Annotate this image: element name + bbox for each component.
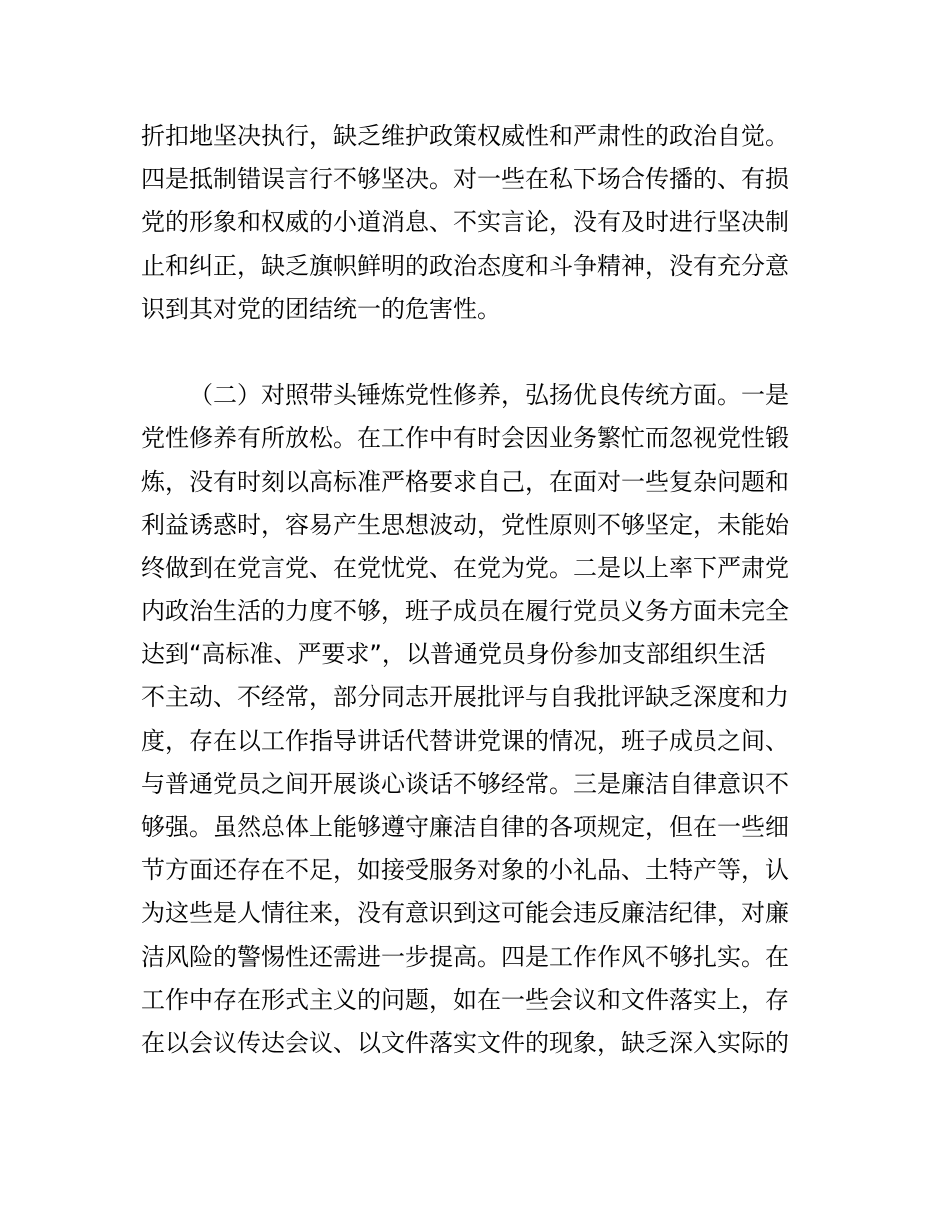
body-text bbox=[141, 115, 821, 1065]
text-line: 达到“高标准、严要求”，以普通党员身份参加支部组织生活 bbox=[141, 640, 766, 669]
text-line: 内政治生活的力度不够，班子成员在履行党员义务方面未完全 bbox=[141, 597, 789, 626]
text-line: 四是抵制错误言行不够坚决。对一些在私下场合传播的、有损 bbox=[141, 165, 789, 194]
text-line: 党的形象和权威的小道消息、不实言论，没有及时进行坚决制 bbox=[141, 208, 789, 237]
text-line: 利益诱惑时，容易产生思想波动，党性原则不够坚定，未能始 bbox=[141, 510, 789, 539]
text-line: 折扣地坚决执行，缺乏维护政策权威性和严肃性的政治自觉。 bbox=[141, 122, 789, 150]
text-line: 在以会议传达会议、以文件落实文件的现象，缺乏深入实际的 bbox=[141, 1028, 789, 1057]
text-line: 识到其对党的团结统一的危害性。 bbox=[141, 294, 501, 323]
text-line: 止和纠正，缺乏旗帜鲜明的政治态度和斗争精神，没有充分意 bbox=[141, 251, 789, 280]
text-line: 终做到在党言党、在党忧党、在党为党。二是以上率下严肃党 bbox=[141, 553, 789, 582]
text-line: 炼，没有时刻以高标准严格要求自己，在面对一些复杂问题和 bbox=[141, 467, 789, 496]
text-line: 够强。虽然总体上能够遵守廉洁自律的各项规定，但在一些细 bbox=[141, 813, 789, 841]
text-line: 与普通党员之间开展谈心谈话不够经常。三是廉洁自律意识不 bbox=[141, 769, 789, 798]
text-line: 为这些是人情往来，没有意识到这可能会违反廉洁纪律，对廉 bbox=[141, 899, 789, 928]
text-line: 度，存在以工作指导讲话代替讲党课的情况，班子成员之间、 bbox=[141, 726, 789, 755]
paragraph-gap bbox=[141, 331, 821, 374]
text-line: 工作中存在形式主义的问题，如在一些会议和文件落实上，存 bbox=[141, 985, 789, 1014]
text-line: 党性修养有所放松。在工作中有时会因业务繁忙而忽视党性锻 bbox=[141, 424, 789, 453]
text-line: （二）对照带头锤炼党性修养，弘扬优良传统方面。一是 bbox=[189, 381, 789, 410]
text-line: 洁风险的警惕性还需进一步提高。四是工作作风不够扎实。在 bbox=[141, 942, 789, 971]
text-line: 节方面还存在不足，如接受服务对象的小礼品、土特产等，认 bbox=[141, 856, 789, 885]
text-line: 不主动、不经常，部分同志开展批评与自我批评缺乏深度和力 bbox=[141, 683, 789, 712]
